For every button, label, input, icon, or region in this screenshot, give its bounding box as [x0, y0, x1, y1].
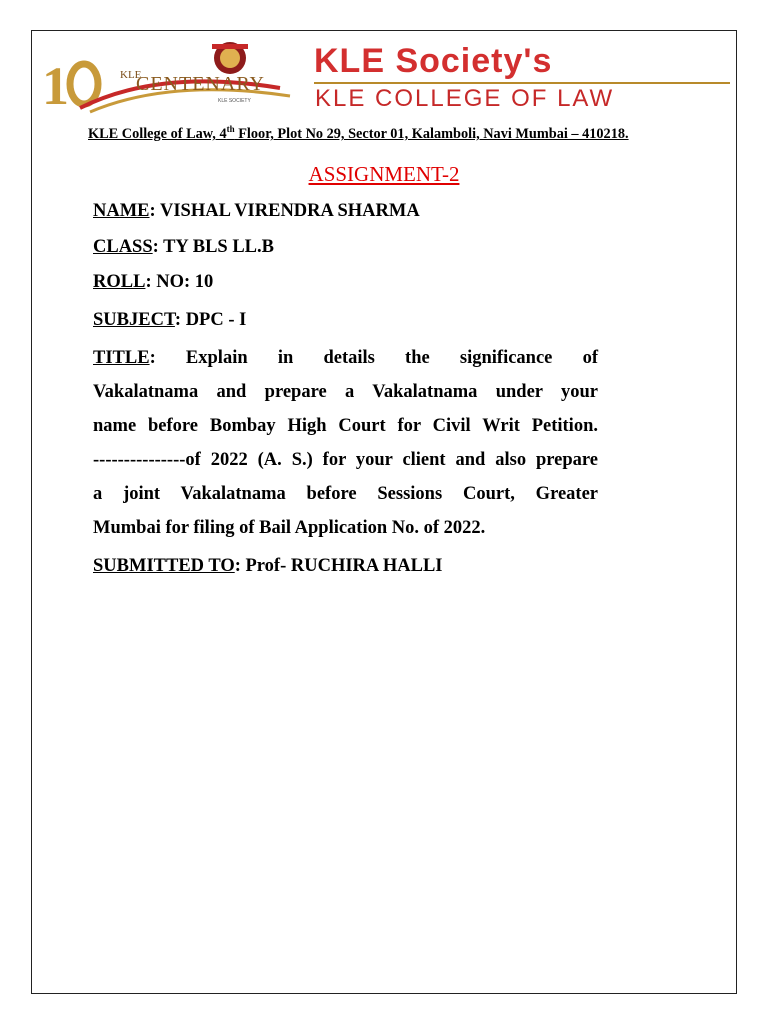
title-line-3: name before Bombay High Court for Civil Writ Petition. [93, 416, 598, 436]
header-banner [40, 38, 730, 116]
title-label: TITLE [93, 348, 150, 368]
name-value: : VISHAL VIRENDRA SHARMA [149, 201, 420, 221]
submitted-to-value: : Prof- RUCHIRA HALLI [234, 556, 443, 576]
address-part-1: KLE College of Law, 4 [88, 125, 227, 142]
name-label: NAME [93, 201, 150, 221]
svg-text:KLE: KLE [120, 69, 142, 81]
submitted-to-label: SUBMITTED TO [93, 556, 235, 576]
title-line-5: a joint Vakalatnama before Sessions Court, Greater [93, 484, 598, 504]
submitted-to-field [93, 556, 443, 577]
class-value: : TY BLS LL.B [152, 237, 274, 257]
title-line-2: Vakalatnama and prepare a Vakalatnama under your [93, 382, 598, 402]
address-part-2: Floor, Plot No 29, Sector 01, Kalamboli, Navi Mumbai – 410218. [234, 125, 629, 142]
class-field [93, 237, 274, 258]
svg-text:1: 1 [42, 56, 69, 116]
assignment-title: ASSIGNMENT-2 [308, 162, 460, 186]
roll-label: ROLL [93, 272, 146, 292]
subject-field [93, 310, 246, 331]
title-line-6: Mumbai for filing of Bail Application No. of 2022. [93, 518, 486, 538]
centenary-logo [40, 38, 300, 116]
subject-label: SUBJECT [93, 310, 175, 330]
title-field [93, 341, 598, 545]
svg-text:CENTENARY: CENTENARY [136, 73, 265, 95]
brand-divider [314, 82, 730, 84]
address-superscript: th [226, 124, 235, 134]
roll-value: : NO: 10 [145, 272, 214, 292]
brand-subtitle: KLE COLLEGE OF LAW [315, 85, 615, 112]
subject-value: : DPC - I [174, 310, 247, 330]
class-label: CLASS [93, 237, 153, 257]
roll-field [93, 272, 213, 293]
title-line-4: ---------------of 2022 (A. S.) for your client and also prepare [93, 450, 598, 470]
college-address [88, 124, 629, 143]
svg-text:KLE SOCIETY: KLE SOCIETY [218, 98, 251, 104]
title-line-1 [93, 341, 598, 375]
brand-title: KLE Society's [314, 42, 553, 80]
title-text-1: : Explain in details the significance of [149, 348, 598, 368]
name-field [93, 201, 420, 222]
